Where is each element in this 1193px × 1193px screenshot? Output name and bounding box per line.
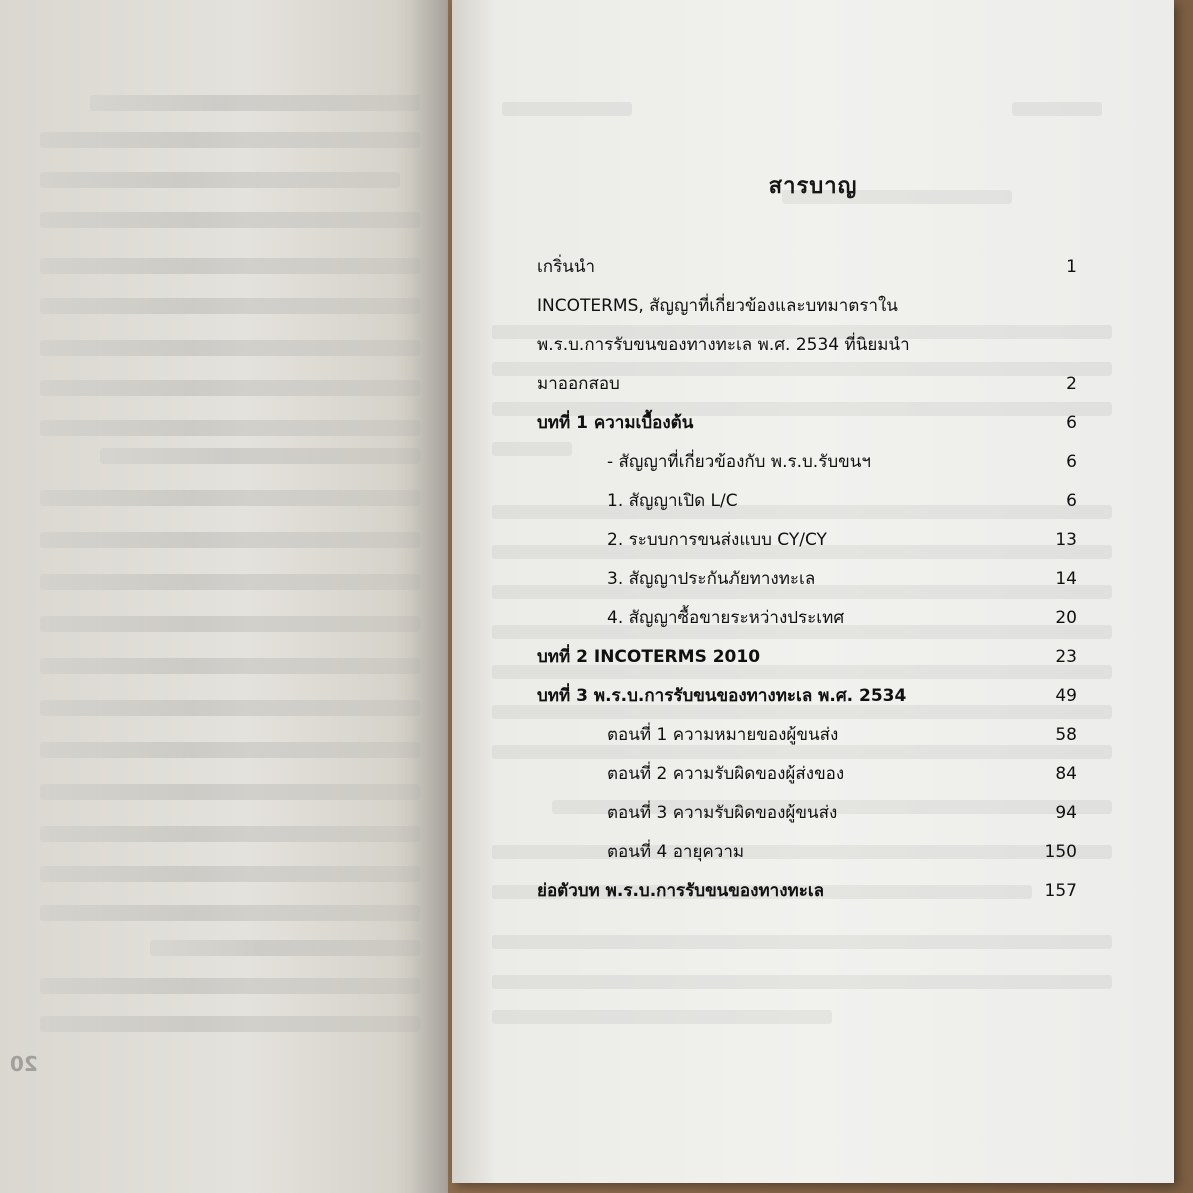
toc-entry [537,872,1077,911]
toc-entry [537,677,1077,716]
toc-entry-label: ตอนที่ 1 ความหมายของผู้ขนส่ง [607,725,839,745]
ghost-text-line [40,490,420,506]
ghost-text-line [40,658,420,674]
toc-entry [537,833,1077,872]
ghost-text-line [40,212,420,228]
ghost-text-line [40,298,420,314]
toc-entry [537,443,1077,482]
ghost-text-line [40,978,420,994]
toc-entry [537,755,1077,794]
ghost-text-line [40,258,420,274]
ghost-text-line [40,700,420,716]
toc-entry-page-number: 1 [1066,257,1077,277]
toc-entry-label: ตอนที่ 3 ความรับผิดของผู้ขนส่ง [607,803,838,823]
show-through-line [1012,102,1102,116]
ghost-text-line [40,380,420,396]
toc-entry [537,521,1077,560]
toc-entry [537,365,1077,404]
toc-entry-page-number: 94 [1055,803,1077,823]
toc-entry-label: เกริ่นนำ [537,257,596,277]
toc-entry [537,404,1077,443]
toc-entry [537,716,1077,755]
ghost-text-line [100,448,420,464]
ghost-text-line [40,340,420,356]
show-through-line [492,935,1112,949]
toc-entry-page-number: 6 [1066,491,1077,511]
toc-entry-page-number: 6 [1066,413,1077,433]
ghost-text-line [40,172,400,188]
show-through-line [502,102,632,116]
ghost-text-line [90,95,420,111]
ghost-text-line [40,905,420,921]
toc-entry-label: - สัญญาที่เกี่ยวข้องกับ พ.ร.บ.รับขนฯ [607,452,871,472]
toc-entry [537,794,1077,833]
toc-entry-label: 4. สัญญาซื้อขายระหว่างประเทศ [607,608,845,628]
ghost-text-line [40,132,420,148]
left-page [0,0,448,1193]
toc-entry-page-number: 6 [1066,452,1077,472]
toc-entry-label: 2. ระบบการขนส่งแบบ CY/CY [607,530,827,550]
toc-entry [537,287,1077,326]
toc-entry-label: 3. สัญญาประกันภัยทางทะเล [607,569,816,589]
toc-entry [537,560,1077,599]
toc-entry-page-number: 23 [1055,647,1077,667]
toc-entry-label: บทที่ 3 พ.ร.บ.การรับขนของทางทะเล พ.ศ. 2534 [537,686,907,706]
ghost-text-line [150,940,420,956]
gutter-shadow [410,0,448,1193]
ghost-text-line [40,616,420,632]
toc-list [537,248,1077,911]
toc-entry [537,482,1077,521]
show-through-line [492,1010,832,1024]
toc-entry-page-number: 2 [1066,374,1077,394]
left-page-number: 20 [10,1052,38,1076]
toc-entry-page-number: 14 [1055,569,1077,589]
right-page [452,0,1174,1183]
toc-entry-page-number: 157 [1044,881,1077,901]
toc-entry-page-number: 58 [1055,725,1077,745]
toc-entry-page-number: 20 [1055,608,1077,628]
toc-entry-label: บทที่ 1 ความเบื้องต้น [537,413,694,433]
toc-entry-page-number: 84 [1055,764,1077,784]
toc-entry-label: พ.ร.บ.การรับขนของทางทะเล พ.ศ. 2534 ที่นิยมนำ [537,335,910,355]
toc-entry-label: ย่อตัวบท พ.ร.บ.การรับขนของทางทะเล [537,881,825,901]
toc-entry-label: มาออกสอบ [537,374,620,394]
toc-entry-label: 1. สัญญาเปิด L/C [607,491,738,511]
ghost-text-line [40,1016,420,1032]
toc-entry-page-number: 13 [1055,530,1077,550]
toc-entry-page-number: 150 [1044,842,1077,862]
toc-entry-label: ตอนที่ 4 อายุความ [607,842,745,862]
toc-entry [537,248,1077,287]
ghost-text-line [40,742,420,758]
ghost-text-line [40,826,420,842]
toc-entry-label: ตอนที่ 2 ความรับผิดของผู้ส่งของ [607,764,845,784]
toc-entry-label: บทที่ 2 INCOTERMS 2010 [537,647,761,667]
ghost-text-line [40,866,420,882]
show-through-line [492,975,1112,989]
toc-entry [537,326,1077,365]
toc-entry [537,638,1077,677]
ghost-text-line [40,420,420,436]
toc-entry-page-number: 49 [1055,686,1077,706]
ghost-text-line [40,532,420,548]
ghost-text-line [40,784,420,800]
toc-entry-label: INCOTERMS, สัญญาที่เกี่ยวข้องและบทมาตราใน [537,296,898,316]
ghost-text-line [40,574,420,590]
toc-entry [537,599,1077,638]
toc-title: สารบาญ [768,174,858,199]
